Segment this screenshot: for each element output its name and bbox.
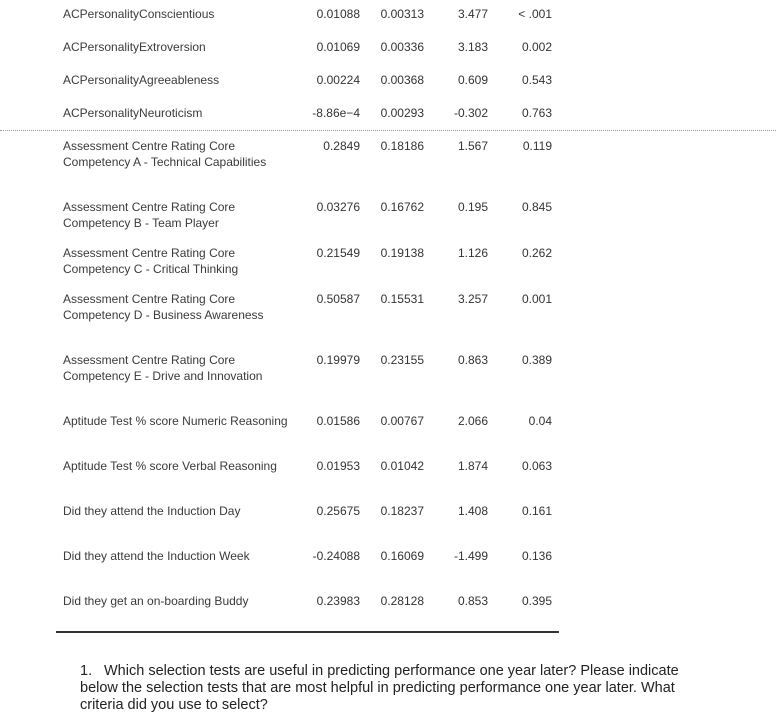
p-value: 0.136	[521, 549, 552, 563]
predictor-label: Assessment Centre Rating Core Competency D - Business Awareness	[63, 292, 264, 322]
estimate-value: -0.24088	[312, 549, 360, 563]
predictor-label: Did they attend the Induction Day	[63, 504, 241, 518]
estimate-value: 0.01953	[316, 459, 360, 473]
estimate-value: 0.21549	[316, 246, 360, 260]
p-value: 0.161	[521, 504, 552, 518]
t-value: -1.499	[453, 549, 488, 563]
t-value: 0.853	[457, 594, 488, 608]
standard-error-value: 0.16762	[380, 200, 424, 214]
table-bottom-rule	[56, 631, 559, 633]
p-value: 0.389	[521, 353, 552, 367]
question-number: 1.	[80, 663, 93, 679]
estimate-value: 0.19979	[316, 353, 360, 367]
p-value: 0.395	[521, 594, 552, 608]
standard-error-value: 0.00767	[380, 414, 424, 428]
t-value: 0.609	[457, 73, 488, 87]
t-value: 3.183	[457, 40, 488, 54]
estimate-value: 0.00224	[316, 73, 360, 87]
p-value: < .001	[518, 7, 552, 21]
standard-error-value: 0.00368	[380, 73, 424, 87]
t-value: 2.066	[457, 414, 488, 428]
t-value: 1.408	[457, 504, 488, 518]
p-value: 0.119	[522, 139, 552, 153]
standard-error-value: 0.28128	[380, 594, 424, 608]
p-value: 0.001	[521, 292, 552, 306]
standard-error-value: 0.15531	[380, 292, 424, 306]
predictor-label: ACPersonalityConscientious	[63, 7, 215, 21]
predictor-label: Assessment Centre Rating Core Competency B - Team Player	[63, 200, 236, 230]
estimate-value: 0.23983	[316, 594, 360, 608]
predictor-label: Did they get an on-boarding Buddy	[63, 594, 249, 608]
t-value: 1.874	[457, 459, 488, 473]
t-value: -0.302	[453, 106, 488, 120]
p-value: 0.763	[521, 106, 552, 120]
standard-error-value: 0.19138	[380, 246, 424, 260]
standard-error-value: 0.01042	[380, 459, 424, 473]
p-value: 0.04	[528, 414, 552, 428]
t-value: 0.863	[457, 353, 488, 367]
standard-error-value: 0.18186	[380, 139, 424, 153]
standard-error-value: 0.18237	[380, 504, 424, 518]
predictor-label: ACPersonalityExtroversion	[63, 40, 206, 54]
predictor-label: Aptitude Test % score Verbal Reasoning	[63, 459, 277, 473]
standard-error-value: 0.00336	[380, 40, 424, 54]
predictor-label: Assessment Centre Rating Core Competency A - Technical Capabilities	[63, 139, 267, 169]
question-1	[80, 663, 680, 714]
row-group-separator	[0, 130, 776, 131]
predictor-label: ACPersonalityNeuroticism	[63, 106, 203, 120]
predictor-label: Did they attend the Induction Week	[63, 549, 250, 563]
predictor-label: Assessment Centre Rating Core Competency C - Critical Thinking	[63, 246, 239, 276]
estimate-value: 0.25675	[316, 504, 360, 518]
estimate-value: 0.03276	[316, 200, 360, 214]
question-text: Which selection tests are useful in predicting performance one year later? Please indicate below the selection tests that are most helpful in predicting performance one year later. What criteria did you use to select?	[80, 663, 679, 713]
estimate-value: 0.01069	[316, 40, 360, 54]
p-value: 0.002	[521, 40, 552, 54]
t-value: 3.477	[457, 7, 488, 21]
estimate-value: 0.01586	[316, 414, 360, 428]
t-value: 1.126	[457, 246, 488, 260]
predictor-label: ACPersonalityAgreeableness	[63, 73, 220, 87]
t-value: 1.567	[457, 139, 488, 153]
standard-error-value: 0.00313	[380, 7, 424, 21]
p-value: 0.845	[521, 200, 552, 214]
standard-error-value: 0.16069	[380, 549, 424, 563]
estimate-value: 0.2849	[323, 139, 360, 153]
t-value: 3.257	[457, 292, 488, 306]
predictor-label: Assessment Centre Rating Core Competency E - Drive and Innovation	[63, 353, 263, 383]
estimate-value: 0.01088	[316, 7, 360, 21]
estimate-value: -8.86e−4	[312, 106, 360, 120]
standard-error-value: 0.00293	[380, 106, 424, 120]
estimate-value: 0.50587	[316, 292, 360, 306]
predictor-label: Aptitude Test % score Numeric Reasoning	[63, 414, 288, 428]
p-value: 0.543	[521, 73, 552, 87]
standard-error-value: 0.23155	[380, 353, 424, 367]
p-value: 0.063	[521, 459, 552, 473]
t-value: 0.195	[457, 200, 488, 214]
p-value: 0.262	[521, 246, 552, 260]
